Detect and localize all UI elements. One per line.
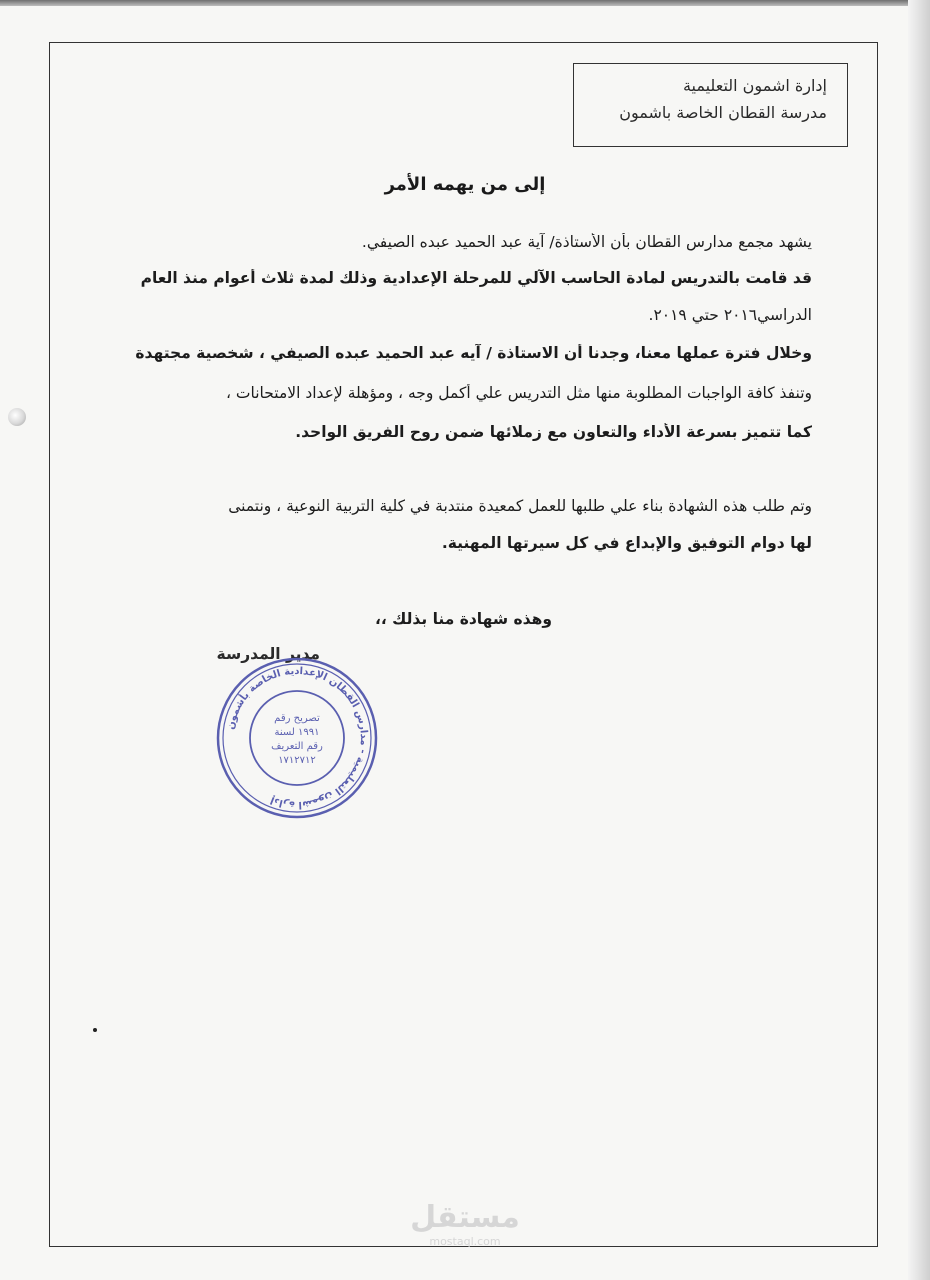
signatory-title: مدير المدرسة (216, 645, 320, 663)
school-stamp (214, 655, 380, 821)
stamp-line-3: رقم التعريف (271, 741, 323, 752)
ink-speck (93, 1028, 97, 1032)
watermark-logo-text: مستقل (410, 1200, 520, 1235)
stamp-outer-text (226, 666, 370, 810)
punch-hole (8, 408, 26, 426)
body-line-1: يشهد مجمع مدارس القطان بأن الأستاذة/ آية عبد الحميد عبده الصيفي. (361, 233, 812, 251)
document-title: إلى من يهمه الأمر (384, 174, 546, 195)
stamp-line-4: ١٧١٢٧١٢ (278, 755, 316, 766)
scan-shadow-top (0, 0, 930, 6)
body-line-8: لها دوام التوفيق والإبداع في كل سيرتها المهنية. (441, 534, 812, 552)
letterhead-authority: إدارة اشمون التعليمية (682, 76, 827, 95)
letterhead (573, 63, 848, 147)
stamp-line-2: ١٩٩١ لسنة (274, 727, 320, 738)
body-line-4: وخلال فترة عملها معنا، وجدنا أن الاستاذة / آيه عبد الحميد عبده الصيفي ، شخصية مجتهدة (135, 344, 812, 362)
stamp-line-1: تصريح رقم (274, 713, 320, 724)
body-line-5: وتنفذ كافة الواجبات المطلوبة منها مثل التدريس علي أكمل وجه ، ومؤهلة لإعداد الامتحانات ، (226, 384, 812, 402)
stamp-outer-textpath: إدارة اشمون التعليمية - مدارس القطان الإعدادية الخاصة بأشمون (225, 665, 370, 811)
watermark-url: mostaql.com (429, 1235, 501, 1248)
scan-shadow-right (908, 0, 930, 1280)
body-line-3: الدراسي٢٠١٦ حتي ٢٠١٩. (648, 306, 812, 324)
body-line-6: كما تتميز بسرعة الأداء والتعاون مع زملائها ضمن روح الفريق الواحد. (295, 423, 812, 441)
body-line-7: وتم طلب هذه الشهادة بناء علي طلبها للعمل كمعيدة منتدبة في كلية التربية النوعية ، ونتمنى (228, 497, 812, 515)
closing-statement: وهذه شهادة منا بذلك ،، (374, 610, 552, 628)
letterhead-school: مدرسة القطان الخاصة باشمون (619, 103, 827, 122)
site-watermark (400, 1200, 530, 1260)
page-border (49, 42, 878, 1247)
body-line-2: قد قامت بالتدريس لمادة الحاسب الآلي للمرحلة الإعدادية وذلك لمدة ثلاث أعوام منذ العام (140, 269, 812, 287)
